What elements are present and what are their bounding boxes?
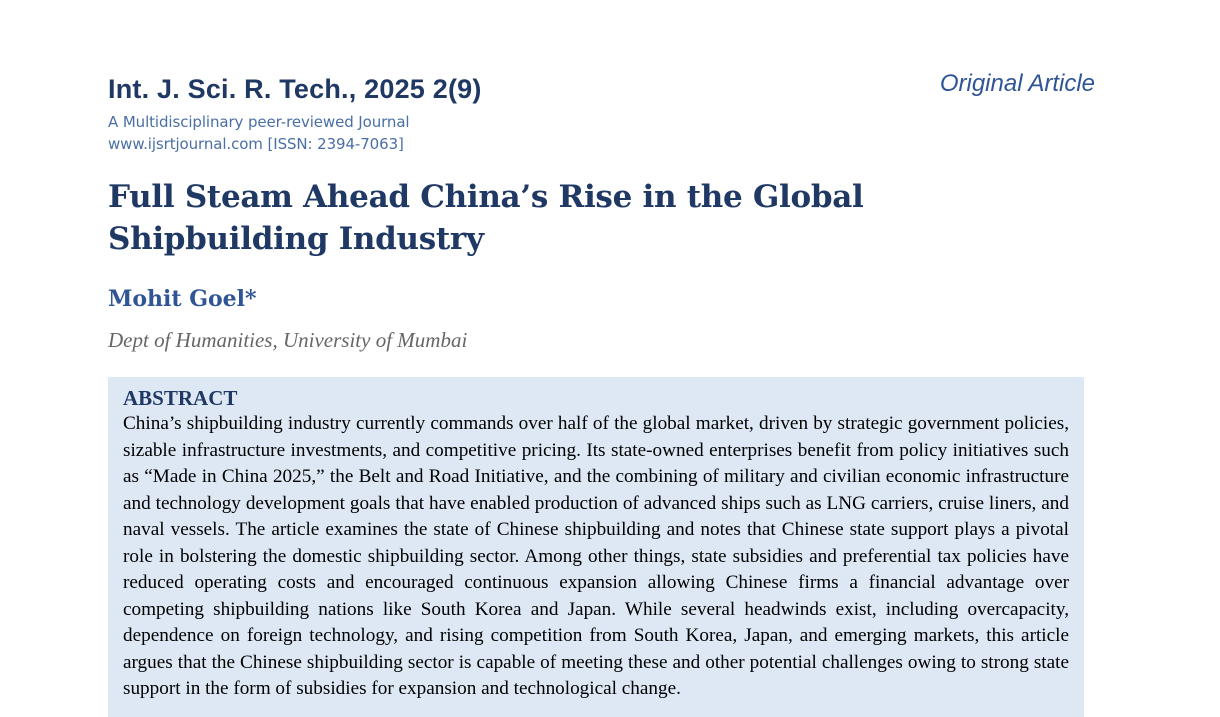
abstract-heading: ABSTRACT [123,386,238,410]
author-affiliation: Dept of Humanities, University of Mumbai [108,328,468,352]
paper-title: Full Steam Ahead China’s Rise in the Global Shipbuilding Industry [108,179,864,257]
article-type-label: Original Article [939,70,1095,97]
author-name: Mohit Goel* [108,286,257,312]
abstract-text: China’s shipbuilding industry currently commands over half of the global market, driven by strategic government policies, sizable infrastructure investments, and competitive pricing. Its state-owned enterprises benefit from policy initiatives such as “Made in China 2025,” the Belt and Road Initiative, and the combining of military and civilian economic infrastructure and technology development goals that have enabled production of advanced ships such as LNG carriers, cruise liners, and naval vessels. The article examines the state of Chinese shipbuilding and notes that Chinese state support plays a pivotal role in bolstering the domestic shipbuilding sector. Among other things, state subsidies and preferential tax policies have reduced operating costs and encouraged continuous expansion allowing Chinese firms a financial advantage over competing shipbuilding nations like South Korea and Japan. While several headwinds exist, including overcapacity, dependence on foreign technology, and rising competition from South Korea, Japan, and emerging markets, this article argues that the Chinese shipbuilding sector is capable of meeting these and other potential challenges owing to strong state support in the form of subsidies for expansion and technological change. [123,413,1069,699]
journal-website-issn: www.ijsrtjournal.com [ISSN: 2394-7063] [108,135,404,153]
journal-subtitle: A Multidisciplinary peer-reviewed Journal [108,113,410,131]
journal-title: Int. J. Sci. R. Tech., 2025 2(9) [108,74,482,104]
abstract-section [108,377,1084,717]
